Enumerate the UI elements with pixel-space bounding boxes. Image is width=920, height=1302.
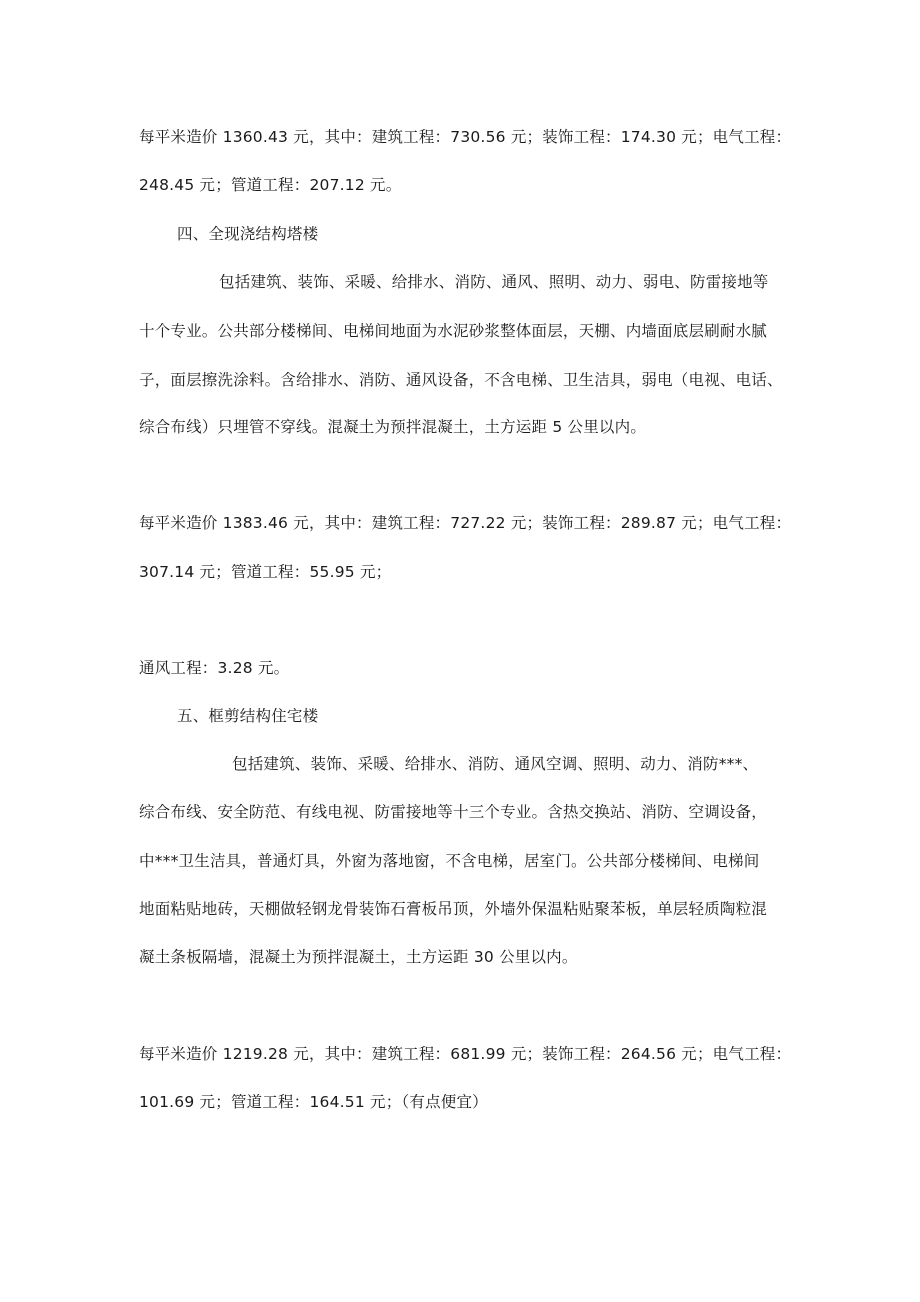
section5-cost-line-2: 101.69 元；管道工程：164.51 元；（有点便宜）	[139, 1093, 488, 1111]
section4-heading: 四、全现浇结构塔楼	[177, 225, 319, 243]
section3-cost-line-1: 每平米造价 1360.43 元，其中：建筑工程：730.56 元；装饰工程：174.30 元；电气工程：	[139, 128, 792, 146]
section5-description-line-1: 包括建筑、装饰、采暖、给排水、消防、通风空调、照明、动力、消防***、	[232, 755, 759, 773]
section4-description-line-1: 包括建筑、装饰、采暖、给排水、消防、通风、照明、动力、弱电、防雷接地等	[219, 273, 769, 291]
section4-cost-line-1: 每平米造价 1383.46 元，其中：建筑工程：727.22 元；装饰工程：289.87 元；电气工程：	[139, 514, 792, 532]
section5-description-line-4: 地面粘贴地砖，天棚做轻钢龙骨装饰石膏板吊顶，外墙外保温粘贴聚苯板，单层轻质陶粒混	[139, 900, 768, 918]
section4-description-line-2: 十个专业。公共部分楼梯间、电梯间地面为水泥砂浆整体面层，天棚、内墙面底层刷耐水腻	[139, 322, 768, 340]
section4-cost-line-3: 通风工程：3.28 元。	[139, 659, 290, 677]
section3-cost-line-2: 248.45 元；管道工程：207.12 元。	[139, 176, 402, 194]
section5-description-line-2: 综合布线、安全防范、有线电视、防雷接地等十三个专业。含热交换站、消防、空调设备，	[139, 803, 768, 821]
section4-description-line-4: 综合布线）只埋管不穿线。混凝土为预拌混凝土，土方运距 5 公里以内。	[139, 418, 647, 436]
section4-cost-line-2: 307.14 元；管道工程：55.95 元；	[139, 563, 392, 581]
section5-cost-line-1: 每平米造价 1219.28 元，其中：建筑工程：681.99 元；装饰工程：264.56 元；电气工程：	[139, 1045, 792, 1063]
section5-heading: 五、框剪结构住宅楼	[177, 707, 319, 725]
section4-description-line-3: 子，面层擦洗涂料。含给排水、消防、通风设备，不含电梯、卫生洁具，弱电（电视、电话、	[139, 371, 783, 389]
section5-description-line-5: 凝土条板隔墙，混凝土为预拌混凝土，土方运距 30 公里以内。	[139, 948, 578, 966]
section5-description-line-3: 中***卫生洁具，普通灯具，外窗为落地窗，不含电梯，居室门。公共部分楼梯间、电梯间	[139, 852, 760, 870]
